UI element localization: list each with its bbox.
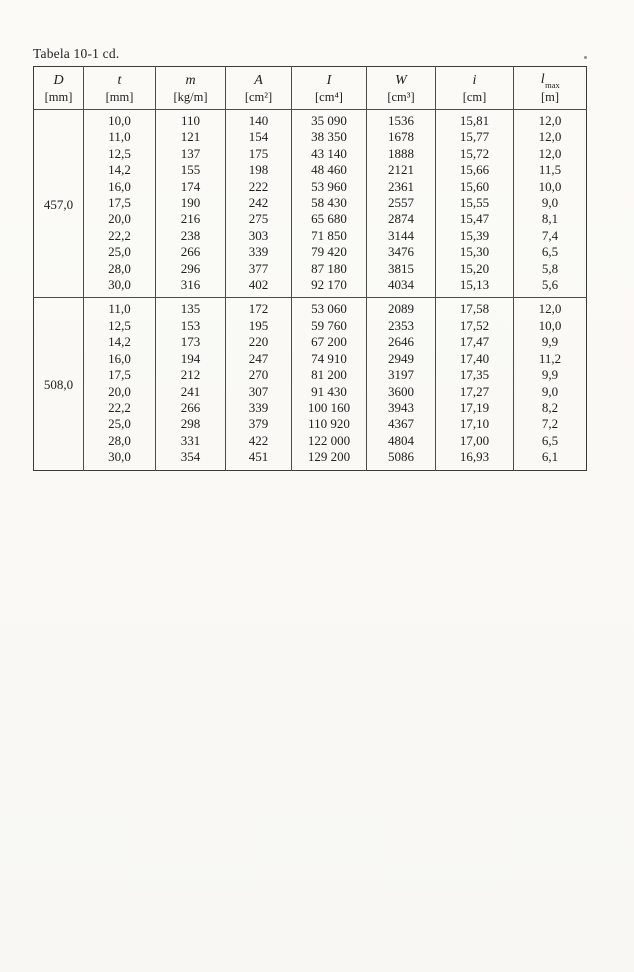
value-cell: 2949 bbox=[367, 351, 436, 367]
value-cell: 2353 bbox=[367, 318, 436, 334]
value-cell: 216 bbox=[156, 211, 226, 227]
value-cell: 266 bbox=[156, 244, 226, 260]
value-cell: 10,0 bbox=[514, 179, 587, 195]
value-cell: 53 960 bbox=[292, 179, 367, 195]
value-cell: 212 bbox=[156, 367, 226, 383]
value-cell: 3600 bbox=[367, 384, 436, 400]
table-row bbox=[34, 351, 587, 367]
value-cell: 15,20 bbox=[436, 261, 514, 277]
value-cell: 28,0 bbox=[84, 261, 156, 277]
table-row bbox=[34, 400, 587, 416]
column-header-t bbox=[84, 67, 156, 110]
value-cell: 15,39 bbox=[436, 228, 514, 244]
value-cell: 7,2 bbox=[514, 416, 587, 432]
table-header-row bbox=[34, 67, 587, 110]
table-row bbox=[34, 449, 587, 470]
value-cell: 266 bbox=[156, 400, 226, 416]
value-cell: 275 bbox=[226, 211, 292, 227]
value-cell: 17,35 bbox=[436, 367, 514, 383]
column-symbol: i bbox=[472, 72, 477, 88]
diameter-group-508,0 bbox=[34, 298, 587, 470]
value-cell: 9,9 bbox=[514, 334, 587, 350]
column-header-m bbox=[156, 67, 226, 110]
column-unit: [mm] bbox=[105, 89, 134, 104]
value-cell: 6,5 bbox=[514, 244, 587, 260]
value-cell: 9,0 bbox=[514, 195, 587, 211]
value-cell: 303 bbox=[226, 228, 292, 244]
value-cell: 100 160 bbox=[292, 400, 367, 416]
value-cell: 22,2 bbox=[84, 400, 156, 416]
value-cell: 20,0 bbox=[84, 211, 156, 227]
value-cell: 74 910 bbox=[292, 351, 367, 367]
table-row bbox=[34, 110, 587, 130]
value-cell: 242 bbox=[226, 195, 292, 211]
table-row bbox=[34, 298, 587, 318]
value-cell: 12,0 bbox=[514, 129, 587, 145]
pipe-section-properties-table bbox=[33, 66, 587, 471]
table-row bbox=[34, 261, 587, 277]
value-cell: 17,19 bbox=[436, 400, 514, 416]
value-cell: 16,0 bbox=[84, 179, 156, 195]
value-cell: 17,27 bbox=[436, 384, 514, 400]
value-cell: 48 460 bbox=[292, 162, 367, 178]
table-row bbox=[34, 334, 587, 350]
value-cell: 422 bbox=[226, 433, 292, 449]
column-symbol: W bbox=[395, 72, 407, 88]
table-row bbox=[34, 228, 587, 244]
value-cell: 190 bbox=[156, 195, 226, 211]
value-cell: 172 bbox=[226, 298, 292, 318]
value-cell: 2121 bbox=[367, 162, 436, 178]
value-cell: 129 200 bbox=[292, 449, 367, 470]
value-cell: 247 bbox=[226, 351, 292, 367]
value-cell: 14,2 bbox=[84, 334, 156, 350]
value-cell: 30,0 bbox=[84, 449, 156, 470]
value-cell: 12,0 bbox=[514, 298, 587, 318]
value-cell: 71 850 bbox=[292, 228, 367, 244]
value-cell: 10,0 bbox=[84, 110, 156, 130]
value-cell: 155 bbox=[156, 162, 226, 178]
value-cell: 30,0 bbox=[84, 277, 156, 298]
value-cell: 379 bbox=[226, 416, 292, 432]
value-cell: 12,0 bbox=[514, 146, 587, 162]
value-cell: 17,47 bbox=[436, 334, 514, 350]
value-cell: 15,13 bbox=[436, 277, 514, 298]
value-cell: 2089 bbox=[367, 298, 436, 318]
table-row bbox=[34, 195, 587, 211]
value-cell: 5,6 bbox=[514, 277, 587, 298]
value-cell: 2557 bbox=[367, 195, 436, 211]
value-cell: 91 430 bbox=[292, 384, 367, 400]
value-cell: 402 bbox=[226, 277, 292, 298]
value-cell: 9,0 bbox=[514, 384, 587, 400]
column-unit: [kg/m] bbox=[173, 89, 208, 104]
value-cell: 43 140 bbox=[292, 146, 367, 162]
value-cell: 110 bbox=[156, 110, 226, 130]
value-cell: 17,58 bbox=[436, 298, 514, 318]
value-cell: 175 bbox=[226, 146, 292, 162]
value-cell: 79 420 bbox=[292, 244, 367, 260]
value-cell: 140 bbox=[226, 110, 292, 130]
value-cell: 5,8 bbox=[514, 261, 587, 277]
value-cell: 222 bbox=[226, 179, 292, 195]
value-cell: 11,2 bbox=[514, 351, 587, 367]
value-cell: 16,0 bbox=[84, 351, 156, 367]
column-unit: [cm⁴] bbox=[315, 89, 343, 104]
value-cell: 194 bbox=[156, 351, 226, 367]
value-cell: 92 170 bbox=[292, 277, 367, 298]
value-cell: 153 bbox=[156, 318, 226, 334]
table-row bbox=[34, 146, 587, 162]
value-cell: 11,0 bbox=[84, 298, 156, 318]
value-cell: 65 680 bbox=[292, 211, 367, 227]
value-cell: 67 200 bbox=[292, 334, 367, 350]
value-cell: 7,4 bbox=[514, 228, 587, 244]
value-cell: 15,77 bbox=[436, 129, 514, 145]
table-row bbox=[34, 244, 587, 260]
value-cell: 17,5 bbox=[84, 195, 156, 211]
value-cell: 38 350 bbox=[292, 129, 367, 145]
table-row bbox=[34, 416, 587, 432]
value-cell: 137 bbox=[156, 146, 226, 162]
table-row bbox=[34, 318, 587, 334]
column-unit: [m] bbox=[540, 90, 560, 105]
value-cell: 11,0 bbox=[84, 129, 156, 145]
column-symbol: t bbox=[117, 72, 122, 88]
value-cell: 17,10 bbox=[436, 416, 514, 432]
value-cell: 3943 bbox=[367, 400, 436, 416]
value-cell: 25,0 bbox=[84, 244, 156, 260]
column-unit: [cm²] bbox=[244, 89, 273, 104]
value-cell: 25,0 bbox=[84, 416, 156, 432]
value-cell: 4367 bbox=[367, 416, 436, 432]
value-cell: 296 bbox=[156, 261, 226, 277]
column-header-I bbox=[292, 67, 367, 110]
value-cell: 17,5 bbox=[84, 367, 156, 383]
column-symbol: D bbox=[53, 72, 64, 88]
value-cell: 15,60 bbox=[436, 179, 514, 195]
value-cell: 14,2 bbox=[84, 162, 156, 178]
column-header-W bbox=[367, 67, 436, 110]
scan-speck bbox=[584, 56, 587, 59]
value-cell: 2361 bbox=[367, 179, 436, 195]
value-cell: 3476 bbox=[367, 244, 436, 260]
column-header-i bbox=[436, 67, 514, 110]
value-cell: 270 bbox=[226, 367, 292, 383]
value-cell: 6,5 bbox=[514, 433, 587, 449]
value-cell: 3815 bbox=[367, 261, 436, 277]
column-unit: [mm] bbox=[44, 89, 73, 104]
diameter-cell: 457,0 bbox=[43, 197, 74, 213]
value-cell: 377 bbox=[226, 261, 292, 277]
value-cell: 354 bbox=[156, 449, 226, 470]
value-cell: 4804 bbox=[367, 433, 436, 449]
value-cell: 220 bbox=[226, 334, 292, 350]
value-cell: 1888 bbox=[367, 146, 436, 162]
column-symbol: l bbox=[540, 71, 545, 87]
value-cell: 12,5 bbox=[84, 146, 156, 162]
table-row bbox=[34, 384, 587, 400]
value-cell: 1678 bbox=[367, 129, 436, 145]
value-cell: 339 bbox=[226, 244, 292, 260]
table-row bbox=[34, 277, 587, 298]
value-cell: 451 bbox=[226, 449, 292, 470]
column-header-A bbox=[226, 67, 292, 110]
value-cell: 12,5 bbox=[84, 318, 156, 334]
table-row bbox=[34, 367, 587, 383]
value-cell: 135 bbox=[156, 298, 226, 318]
value-cell: 59 760 bbox=[292, 318, 367, 334]
value-cell: 15,66 bbox=[436, 162, 514, 178]
value-cell: 339 bbox=[226, 400, 292, 416]
table-row bbox=[34, 433, 587, 449]
value-cell: 15,47 bbox=[436, 211, 514, 227]
value-cell: 17,00 bbox=[436, 433, 514, 449]
diameter-group-457,0 bbox=[34, 110, 587, 298]
column-header-lmax bbox=[514, 67, 587, 110]
value-cell: 241 bbox=[156, 384, 226, 400]
value-cell: 15,55 bbox=[436, 195, 514, 211]
value-cell: 35 090 bbox=[292, 110, 367, 130]
value-cell: 154 bbox=[226, 129, 292, 145]
value-cell: 2646 bbox=[367, 334, 436, 350]
value-cell: 20,0 bbox=[84, 384, 156, 400]
value-cell: 81 200 bbox=[292, 367, 367, 383]
value-cell: 16,93 bbox=[436, 449, 514, 470]
column-symbol: m bbox=[185, 72, 196, 88]
column-symbol: A bbox=[254, 72, 263, 88]
column-symbol: I bbox=[326, 72, 332, 88]
value-cell: 173 bbox=[156, 334, 226, 350]
value-cell: 5086 bbox=[367, 449, 436, 470]
value-cell: 15,72 bbox=[436, 146, 514, 162]
value-cell: 3144 bbox=[367, 228, 436, 244]
value-cell: 307 bbox=[226, 384, 292, 400]
column-header-D bbox=[34, 67, 84, 110]
value-cell: 12,0 bbox=[514, 110, 587, 130]
value-cell: 22,2 bbox=[84, 228, 156, 244]
value-cell: 174 bbox=[156, 179, 226, 195]
value-cell: 8,2 bbox=[514, 400, 587, 416]
value-cell: 17,40 bbox=[436, 351, 514, 367]
value-cell: 11,5 bbox=[514, 162, 587, 178]
table-row bbox=[34, 211, 587, 227]
table-row bbox=[34, 179, 587, 195]
table-row bbox=[34, 162, 587, 178]
value-cell: 1536 bbox=[367, 110, 436, 130]
value-cell: 58 430 bbox=[292, 195, 367, 211]
value-cell: 316 bbox=[156, 277, 226, 298]
column-unit: [cm³] bbox=[387, 89, 415, 104]
value-cell: 2874 bbox=[367, 211, 436, 227]
diameter-cell: 508,0 bbox=[34, 298, 84, 470]
value-cell: 8,1 bbox=[514, 211, 587, 227]
value-cell: 15,81 bbox=[436, 110, 514, 130]
value-cell: 10,0 bbox=[514, 318, 587, 334]
value-cell: 28,0 bbox=[84, 433, 156, 449]
value-cell: 195 bbox=[226, 318, 292, 334]
value-cell: 6,1 bbox=[514, 449, 587, 470]
value-cell: 53 060 bbox=[292, 298, 367, 318]
value-cell: 9,9 bbox=[514, 367, 587, 383]
value-cell: 298 bbox=[156, 416, 226, 432]
value-cell: 3197 bbox=[367, 367, 436, 383]
column-symbol-subscript: max bbox=[545, 80, 560, 91]
column-unit: [cm] bbox=[462, 89, 487, 104]
value-cell: 15,30 bbox=[436, 244, 514, 260]
value-cell: 122 000 bbox=[292, 433, 367, 449]
value-cell: 238 bbox=[156, 228, 226, 244]
table-caption: Tabela 10-1 cd. bbox=[33, 46, 120, 61]
value-cell: 4034 bbox=[367, 277, 436, 298]
value-cell: 87 180 bbox=[292, 261, 367, 277]
value-cell: 110 920 bbox=[292, 416, 367, 432]
value-cell: 331 bbox=[156, 433, 226, 449]
value-cell: 17,52 bbox=[436, 318, 514, 334]
value-cell: 121 bbox=[156, 129, 226, 145]
value-cell: 198 bbox=[226, 162, 292, 178]
table-row bbox=[34, 129, 587, 145]
